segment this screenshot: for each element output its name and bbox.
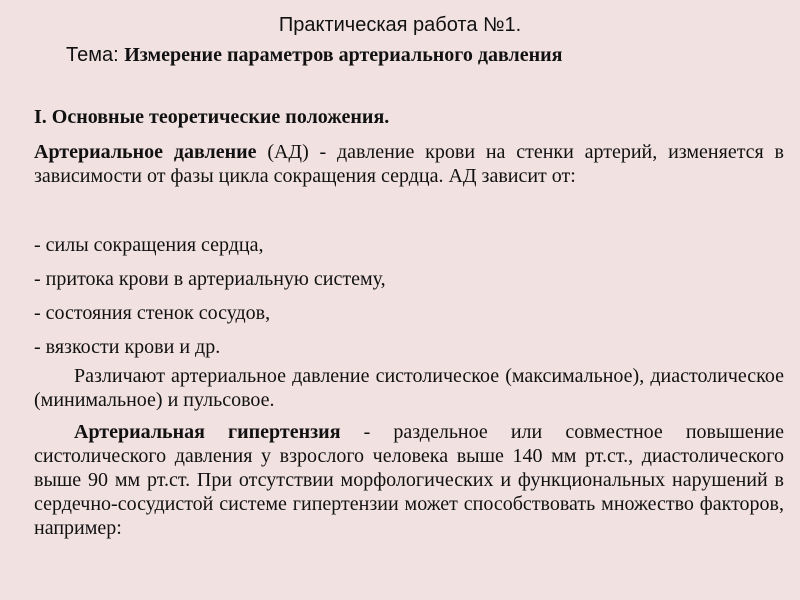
slide-title: Практическая работа №1. — [278, 14, 522, 36]
paragraph-hypertension — [34, 420, 784, 540]
factors-list — [34, 228, 774, 364]
list-item: - притока крови в артериальную систему, — [34, 268, 386, 290]
term-hypertension: Артериальная гипертензия — [74, 421, 341, 443]
list-item: - силы сокращения сердца, — [34, 234, 264, 256]
topic-label: Тема: — [66, 44, 119, 66]
term-blood-pressure: Артериальное давление — [34, 141, 257, 163]
topic-text: Измерение параметров артериального давления — [124, 44, 563, 66]
paragraph-hypertension-text: - раздельное или совместное повышение систолического давления у взрослого человека выше 140 мм рт.ст., диастолического выше 90 мм рт.ст. При отсутствии морфологических и функциональных нарушений в сердечно-сосудистой системе гипертензии может способствовать множество факторов, например: — [34, 421, 784, 539]
list-item: - вязкости крови и др. — [34, 336, 221, 358]
paragraph-blood-pressure-text: (АД) - давление крови на стенки артерий, изменяется в зависимости от фазы цикла сокращения сердца. АД зависит от: — [34, 141, 785, 187]
topic-line — [66, 42, 563, 68]
list-item: - состояния стенок сосудов, — [34, 302, 271, 324]
paragraph-blood-pressure — [34, 140, 784, 188]
section-heading: I. Основные теоретические положения. — [34, 106, 390, 128]
paragraph-pressure-types: Различают артериальное давление систолическое (максимальное), диастолическое (минимальное) и пульсовое. — [34, 365, 784, 411]
